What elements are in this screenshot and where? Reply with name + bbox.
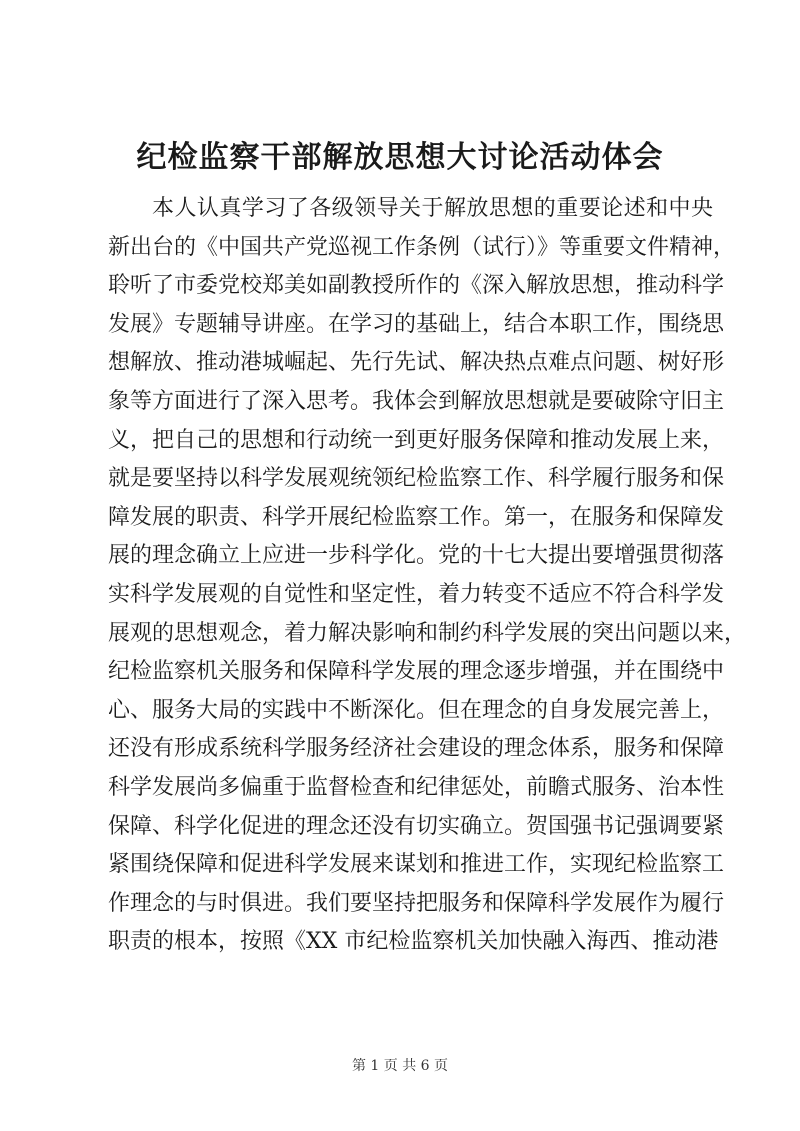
body-line: 作理念的与时俱进。我们要坚持把服务和保障科学发展作为履行 <box>108 890 725 916</box>
body-line: 发展》专题辅导讲座。在学习的基础上，结合本职工作，围绕思 <box>108 311 725 337</box>
body-line: 保障、科学化促进的理念还没有切实确立。贺国强书记强调要紧 <box>108 813 725 839</box>
document-title: 纪检监察干部解放思想大讨论活动体会 <box>136 140 664 175</box>
body-line: 紧围绕保障和促进科学发展来谋划和推进工作，实现纪检监察工 <box>108 852 725 878</box>
body-line: 心、服务大局的实践中不断深化。但在理念的自身发展完善上， <box>108 697 725 723</box>
body-line: 聆听了市委党校郑美如副教授所作的《深入解放思想，推动科学 <box>108 273 725 299</box>
body-line: 科学发展尚多偏重于监督检查和纪律惩处，前瞻式服务、治本性 <box>108 774 725 800</box>
body-line: 就是要坚持以科学发展观统领纪检监察工作、科学履行服务和保 <box>108 466 725 492</box>
body-line: 展观的思想观念，着力解决影响和制约科学发展的突出问题以来， <box>108 620 747 646</box>
body-line: 展的理念确立上应进一步科学化。党的十七大提出要增强贯彻落 <box>108 543 725 569</box>
body-line: 想解放、推动港城崛起、先行先试、解决热点难点问题、树好形 <box>108 350 725 376</box>
body-line: 还没有形成系统科学服务经济社会建设的理念体系，服务和保障 <box>108 736 725 762</box>
body-line: 障发展的职责、科学开展纪检监察工作。第一，在服务和保障发 <box>108 504 725 530</box>
document-body <box>108 190 747 962</box>
body-line: 职责的根本，按照《XX 市纪检监察机关加快融入海西、推动港 <box>108 929 719 955</box>
body-line: 实科学发展观的自觉性和坚定性，着力转变不适应不符合科学发 <box>108 581 725 607</box>
page-footer: 第 1 页 共 6 页 <box>351 1058 449 1074</box>
body-line: 新出台的《中国共产党巡视工作条例（试行）》等重要文件精神， <box>108 234 736 260</box>
body-line: 义，把自己的思想和行动统一到更好服务保障和推动发展上来， <box>108 427 725 453</box>
body-line: 本人认真学习了各级领导关于解放思想的重要论述和中央 <box>152 196 713 221</box>
body-line: 纪检监察机关服务和保障科学发展的理念逐步增强，并在围绕中 <box>108 659 725 685</box>
body-line: 象等方面进行了深入思考。我体会到解放思想就是要破除守旧主 <box>108 388 725 414</box>
